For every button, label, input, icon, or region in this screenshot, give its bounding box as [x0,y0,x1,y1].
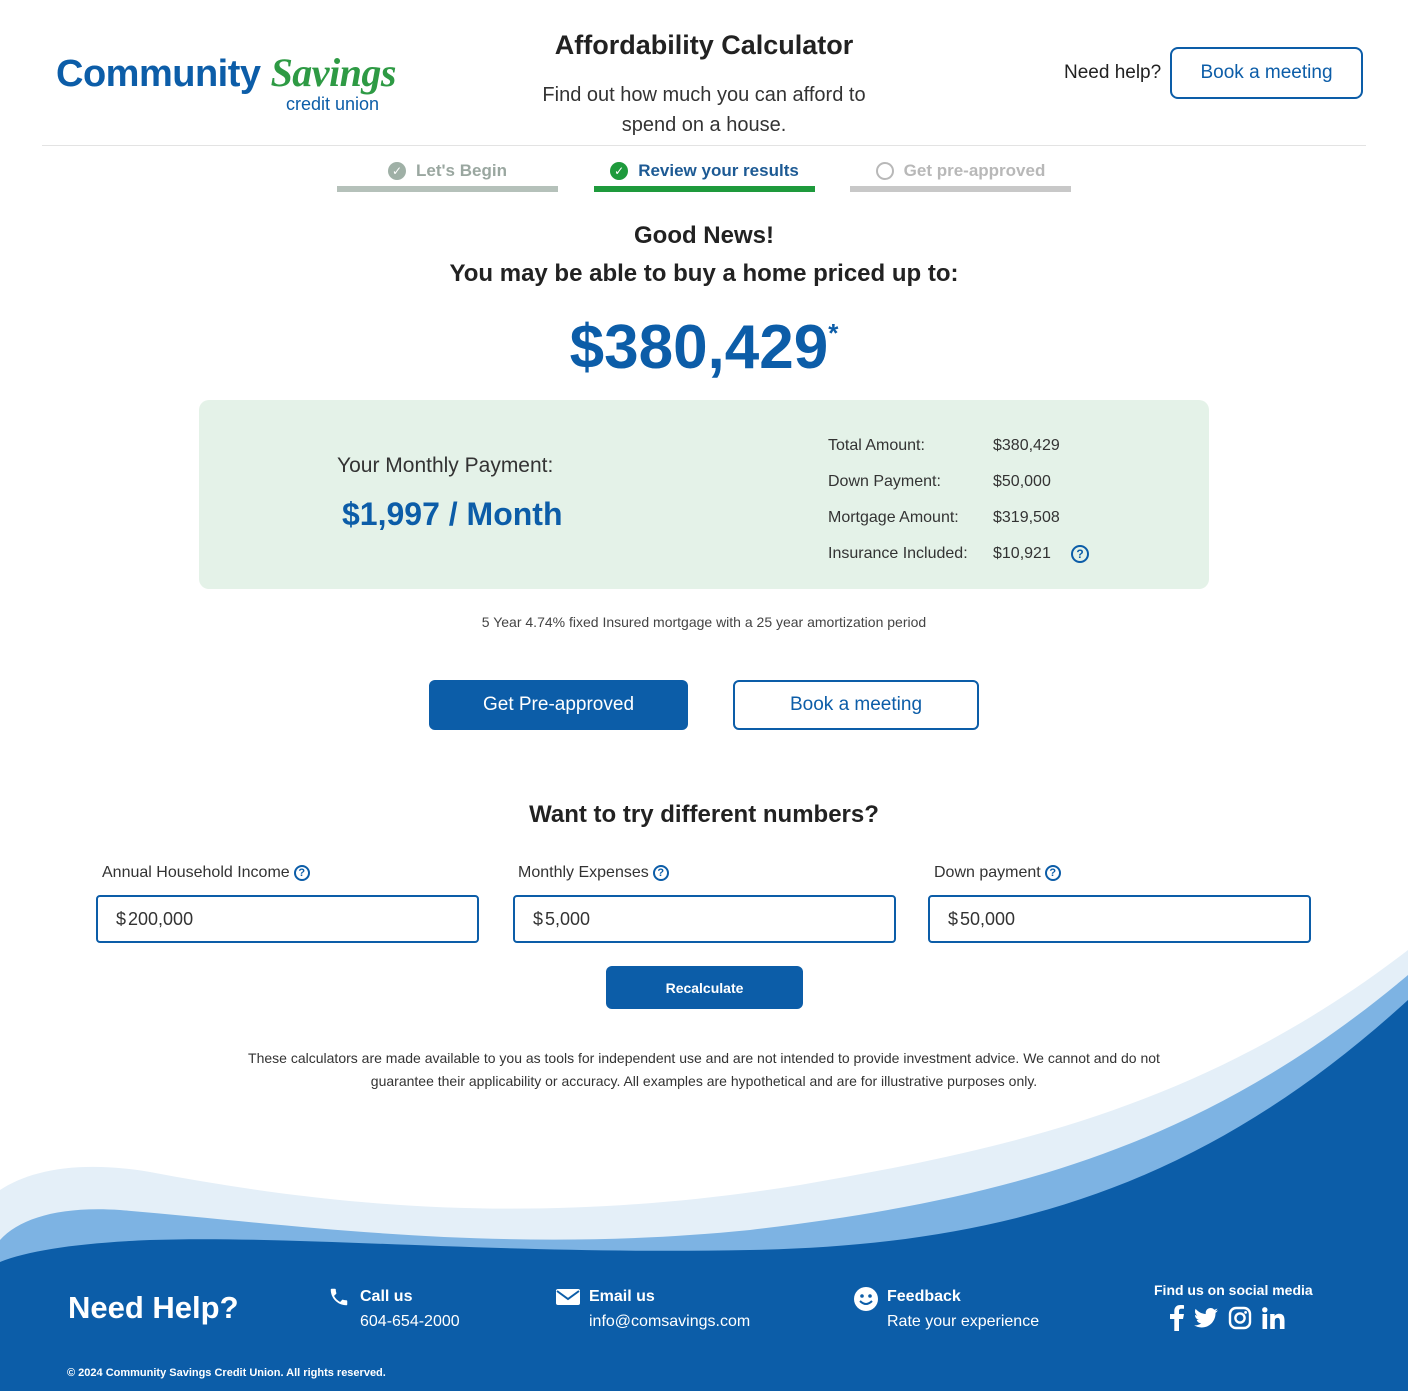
step-progress-bar [850,186,1071,192]
field-label-text: Monthly Expenses [518,864,649,881]
detail-down-payment [828,464,1089,500]
feedback-link[interactable]: Rate your experience [887,1313,1040,1330]
monthly-payment-label: Your Monthly Payment: [337,454,554,477]
expenses-field[interactable] [513,895,896,943]
question-icon[interactable]: ? [1045,865,1061,881]
footer-need-help: Need Help? [68,1290,239,1325]
detail-total-amount [828,428,1089,464]
recalculate-button[interactable]: Recalculate [606,966,803,1009]
down-payment-field[interactable] [928,895,1311,943]
detail-label: Total Amount: [828,437,925,454]
step-label: Get pre-approved [903,161,1046,180]
detail-value: $50,000 [993,473,1051,490]
step-progress-bar [594,186,815,192]
detail-label: Down Payment: [828,473,941,490]
social-icons [1170,1304,1286,1332]
payment-summary-card [199,400,1209,589]
step-label: Review your results [638,161,799,180]
page-subtitle: Find out how much you can afford to spend on a house. [542,84,866,136]
step-label: Let's Begin [416,161,507,180]
footer-feedback[interactable] [853,1286,1039,1336]
copyright: © 2024 Community Savings Credit Union. All rights reserved. [67,1367,386,1379]
question-icon[interactable]: ? [294,865,310,881]
get-preapproved-button[interactable]: Get Pre-approved [429,680,688,730]
email-label: Email us [589,1288,655,1305]
phone-icon [326,1286,352,1312]
logo-subtitle: credit union [286,94,380,114]
price-value: $380,429 [569,313,829,382]
smiley-icon [853,1286,879,1312]
down-payment-label [934,864,1061,882]
call-number-link[interactable]: 604-654-2000 [360,1313,460,1330]
detail-value: $319,508 [993,509,1060,526]
disclaimer-text: These calculators are made available to you as tools for independent use and are not intended to provide investment advice. We cannot and do not guarantee their applicability or accuracy. All examples are hypothetical and are for illustrative purposes only. [248,1050,1160,1089]
step-review-results[interactable] [594,158,815,192]
logo-savings: Savings [270,50,396,95]
question-icon[interactable]: ? [653,865,669,881]
detail-insurance-included [828,536,1089,572]
detail-value: $10,921 [993,545,1051,562]
question-icon[interactable]: ? [1071,545,1089,563]
detail-mortgage-amount [828,500,1089,536]
mortgage-note: 5 Year 4.74% fixed Insured mortgage with a 25 year amortization period [481,614,927,630]
income-label [102,864,310,882]
detail-label: Insurance Included: [828,545,968,562]
book-meeting-button[interactable]: Book a meeting [733,680,979,730]
buy-home-heading: You may be able to buy a home priced up to: [449,260,959,287]
income-field[interactable] [96,895,479,943]
page-title: Affordability Calculator [554,30,854,60]
field-label-text: Down payment [934,864,1041,881]
monthly-payment-value: $1,997 / Month [342,496,563,532]
call-label: Call us [360,1288,413,1305]
detail-label: Mortgage Amount: [828,509,959,526]
currency-symbol: $ [948,908,959,929]
step-progress-bar [337,186,558,192]
step-lets-begin[interactable] [337,158,558,192]
need-help-text: Need help? [1064,62,1162,83]
brand-logo[interactable] [56,52,396,122]
check-circle-icon: ✓ [388,162,406,180]
try-different-numbers-heading: Want to try different numbers? [529,801,879,828]
twitter-icon[interactable] [1194,1304,1218,1332]
empty-circle-icon [876,162,894,180]
affordable-price [0,312,1408,383]
social-label: Find us on social media [1154,1282,1313,1298]
currency-symbol: $ [533,908,544,929]
envelope-icon [555,1286,581,1312]
footer-email[interactable] [555,1286,750,1336]
down-payment-input[interactable] [960,909,1260,930]
price-footnote-mark: * [828,318,839,348]
footer-call[interactable] [326,1286,460,1336]
check-circle-icon: ✓ [610,162,628,180]
expenses-input[interactable] [545,909,845,930]
linkedin-icon[interactable] [1262,1304,1286,1332]
facebook-icon[interactable] [1170,1304,1184,1332]
header-book-meeting-button[interactable]: Book a meeting [1170,47,1363,99]
email-address-link[interactable]: info@comsavings.com [589,1313,751,1330]
field-label-text: Annual Household Income [102,864,290,881]
step-get-preapproved[interactable] [850,158,1071,192]
instagram-icon[interactable] [1228,1304,1252,1332]
feedback-label: Feedback [887,1288,961,1305]
income-input[interactable] [128,909,428,930]
currency-symbol: $ [116,908,127,929]
site-footer [0,1270,1408,1391]
header-divider [42,145,1366,146]
payment-details [828,428,1089,572]
good-news-heading: Good News! [633,222,774,249]
logo-community: Community [56,53,261,95]
expenses-label [518,864,669,882]
detail-value: $380,429 [993,437,1060,454]
